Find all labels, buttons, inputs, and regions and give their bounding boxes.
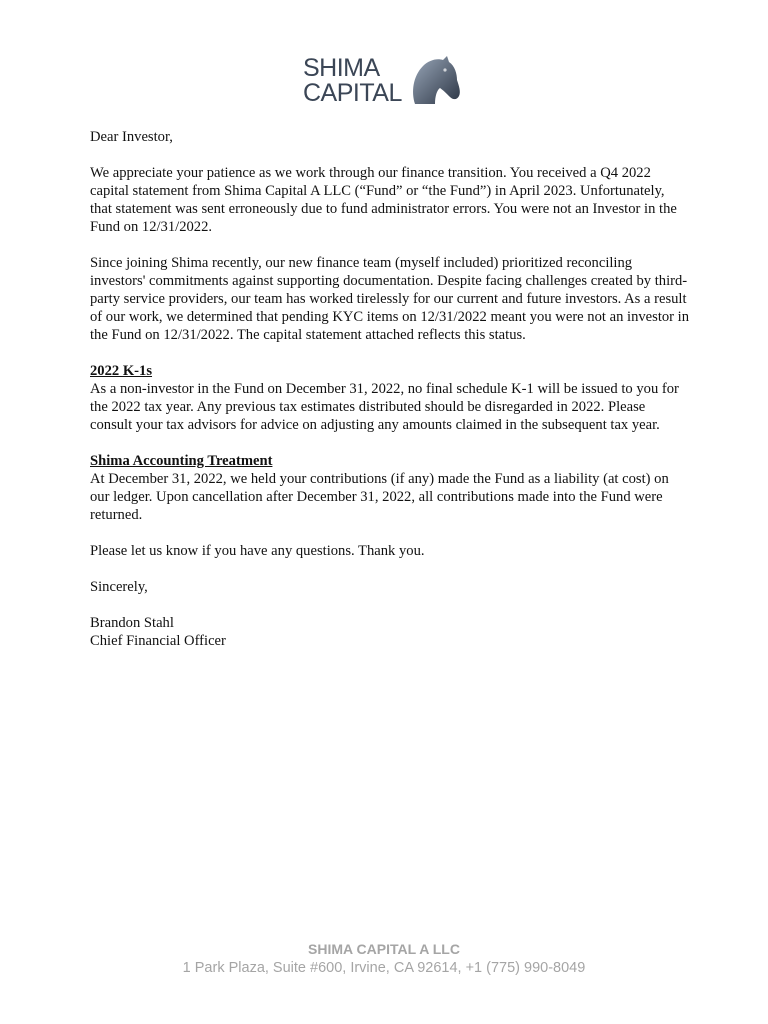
paragraph-finance-transition: We appreciate your patience as we work through our finance transition. You received a Q4 2022 capital statement from Shima Capital A LLC (“Fund” or “the Fund”) in April 2023. Unfortunately, that statement was sent erroneously due to fund administrator errors. You were not an Investor in the Fund on 12/31/2022. xyxy=(90,165,677,235)
horse-head-icon xyxy=(407,56,463,106)
footer-address: 1 Park Plaza, Suite #600, Irvine, CA 92614, +1 (775) 990-8049 xyxy=(182,960,586,976)
section-k1s-heading: 2022 K-1s xyxy=(90,363,153,379)
salutation: Dear Investor, xyxy=(90,129,173,145)
signer-name: Brandon Stahl xyxy=(90,615,174,631)
closing-line: Please let us know if you have any questions. Thank you. xyxy=(90,543,425,559)
section-k1s-body: As a non-investor in the Fund on December 31, 2022, no final schedule K-1 will be issued to you for the 2022 tax year. Any previous tax estimates distributed should be disregarded in 2022. Please consult your tax advisors for advice on adjusting any amounts claimed in the subsequent tax year. xyxy=(90,381,679,433)
footer-company-name: SHIMA CAPITAL A LLC xyxy=(308,941,460,957)
logo-line-1: SHIMA xyxy=(303,54,380,82)
company-logo xyxy=(303,56,463,110)
letter-footer xyxy=(0,940,768,978)
paragraph-reconciliation: Since joining Shima recently, our new finance team (myself included) prioritized reconciling investors' commitments against supporting documentation. Despite facing challenges created by third-party service providers, our team has worked tirelessly for our current and future investors. As a result of our work, we determined that pending KYC items on 12/31/2022 meant you were not an investor in the Fund on 12/31/2022. The capital statement attached reflects this status. xyxy=(90,255,690,343)
logo-line-2: CAPITAL xyxy=(303,79,402,107)
section-accounting-heading: Shima Accounting Treatment xyxy=(90,453,273,469)
signer-title: Chief Financial Officer xyxy=(90,633,226,649)
section-k1s xyxy=(90,362,690,434)
section-accounting-body: At December 31, 2022, we held your contributions (if any) made the Fund as a liability (at cost) on our ledger. Upon cancellation after December 31, 2022, all contributions made into the Fund were returned. xyxy=(90,471,669,523)
signoff: Sincerely, xyxy=(90,579,148,595)
logo-wordmark xyxy=(303,56,402,106)
section-accounting xyxy=(90,452,690,524)
letter-body xyxy=(90,128,690,650)
